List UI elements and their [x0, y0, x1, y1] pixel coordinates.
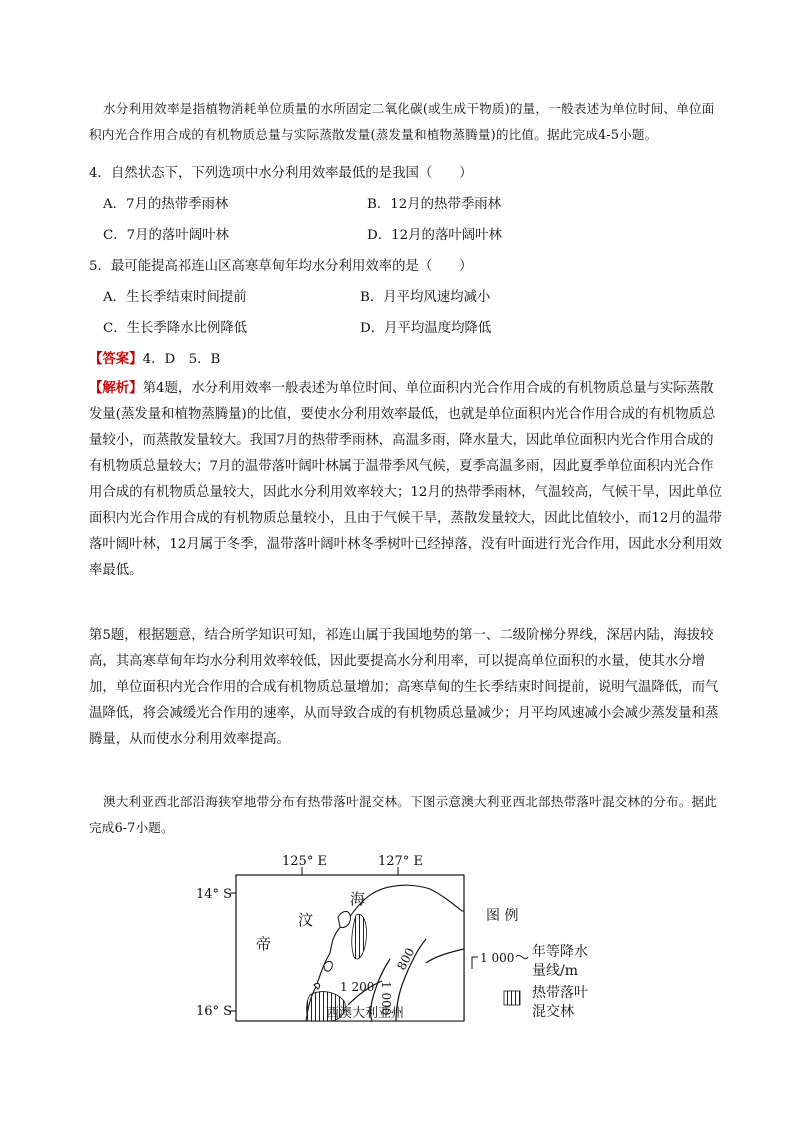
lon-label-125: 125° E	[282, 854, 327, 869]
answer-label: 【答案】	[89, 351, 143, 367]
q4-option-d: D．12月的落叶阔叶林	[367, 228, 502, 243]
q4-option-c: C．7月的落叶阔叶林	[103, 228, 229, 243]
legend-isohyet-value: 1 000	[480, 951, 515, 965]
question-4-stem: 4．自然状态下，下列选项中水分利用效率最低的是我国（ ）	[89, 166, 473, 181]
answer-line	[89, 348, 220, 367]
island-2	[324, 961, 332, 971]
sea-char-wen: 汶	[298, 911, 314, 929]
intro-paragraph-4-5: 水分利用效率是指植物消耗单位质量的水所固定二氧化碳(或生成干物质)的量，一般表述为单位时间、单位面积内光合作用合成的有机物质总量与实际蒸散发量(蒸发量和植物蒸腾量)的比值。据此完成4-5小题。	[89, 101, 715, 142]
q5-option-a: A．生长季结束时间提前	[103, 290, 247, 305]
contour-label-1000: 1 000	[379, 981, 393, 1016]
q5-option-b: B．月平均风速均减小	[360, 290, 491, 305]
q4-option-b: B．12月的热带季雨林	[367, 197, 502, 212]
answer-text: 4．D 5．B	[142, 352, 221, 367]
question-5-stem: 5．最可能提高祁连山区高寒草甸年均水分利用效率的是（ ）	[89, 259, 473, 274]
lon-label-127: 127° E	[378, 854, 423, 869]
legend-forest-label-1: 热带落叶	[532, 985, 588, 1001]
intro-paragraph-6-7: 澳大利亚西北部沿海狭窄地带分布有热带落叶混交林。下图示意澳大利亚西北部热带落叶混交林的分布。据此完成6-7小题。	[89, 794, 718, 835]
contour-label-1200: 1 200	[340, 980, 375, 994]
lat-label-16: 16° S	[196, 1004, 233, 1019]
analysis-label: 【解析】	[89, 380, 143, 396]
q4-option-a: A．7月的热带季雨林	[103, 197, 229, 212]
legend-isohyet-symbol	[516, 955, 528, 958]
legend-forest-label-2: 混交林	[532, 1004, 574, 1020]
legend-isohyet-leader	[472, 957, 478, 969]
lat-label-14: 14° S	[196, 887, 233, 902]
legend-forest-swatch	[504, 991, 520, 1005]
region-label: 西澳大利亚州	[326, 1006, 405, 1021]
sea-char-hai: 海	[350, 890, 366, 908]
analysis-paragraph-5: 第5题，根据题意，结合所学知识可知，祁连山属于我国地势的第一、二级阶梯分界线，深居内陆，海拔较高，其高寒草甸年均水分利用效率较低，因此要提高水分利用率，可以提高单位面积的水量，使其水分增加，单位面积内光合作用的合成有机物质总量增加；高寒草甸的生长季结束时间提前，说明气温降低，而气温降低，将会减缓光合作用的速率，从而导致合成的有机物质总量减少；月平均风速减小会减少蒸发量和蒸腾量，从而使水分利用效率提高。	[89, 628, 719, 747]
map-figure	[186, 845, 606, 1025]
legend-isohyet-label-1: 年等降水	[532, 944, 588, 960]
analysis-paragraph-4	[89, 375, 725, 584]
legend-isohyet-label-2: 量线/m	[532, 963, 578, 979]
sea-char-di: 帝	[256, 935, 272, 953]
legend-title: 图 例	[486, 908, 519, 924]
analysis-text-4: 第4题，水分利用效率一般表述为单位时间、单位面积内光合作用合成的有机物质总量与实际蒸散发量(蒸发量和植物蒸腾量)的比值，要使水分利用效率最低，也就是单位面积内光合作用合成的有机物质总量较小，而蒸散发量较大。我国7月的热带季雨林，高温多雨，降水量大，因此单位面积内光合作用合成的有机物质总量较大；7月的温带落叶阔叶林属于温带季风气候，夏季高温多雨，因此夏季单位面积内光合作用合成的有机物质总量较大，因此水分利用效率较大；12月的热带季雨林，气温较高，气候干旱，因此单位面积内光合作用合成的有机物质总量较小，且由于气候干旱，蒸散发量较大，因此比值较小，而12月的温带落叶阔叶林，12月属于冬季，温带落叶阔叶林冬季树叶已经掉落，没有叶面进行光合作用，因此水分利用效率最低。	[89, 381, 723, 578]
contour-label-800: 800	[394, 945, 418, 973]
q5-option-d: D．月平均温度均降低	[360, 321, 492, 336]
q5-option-c: C．生长季降水比例降低	[103, 321, 248, 336]
